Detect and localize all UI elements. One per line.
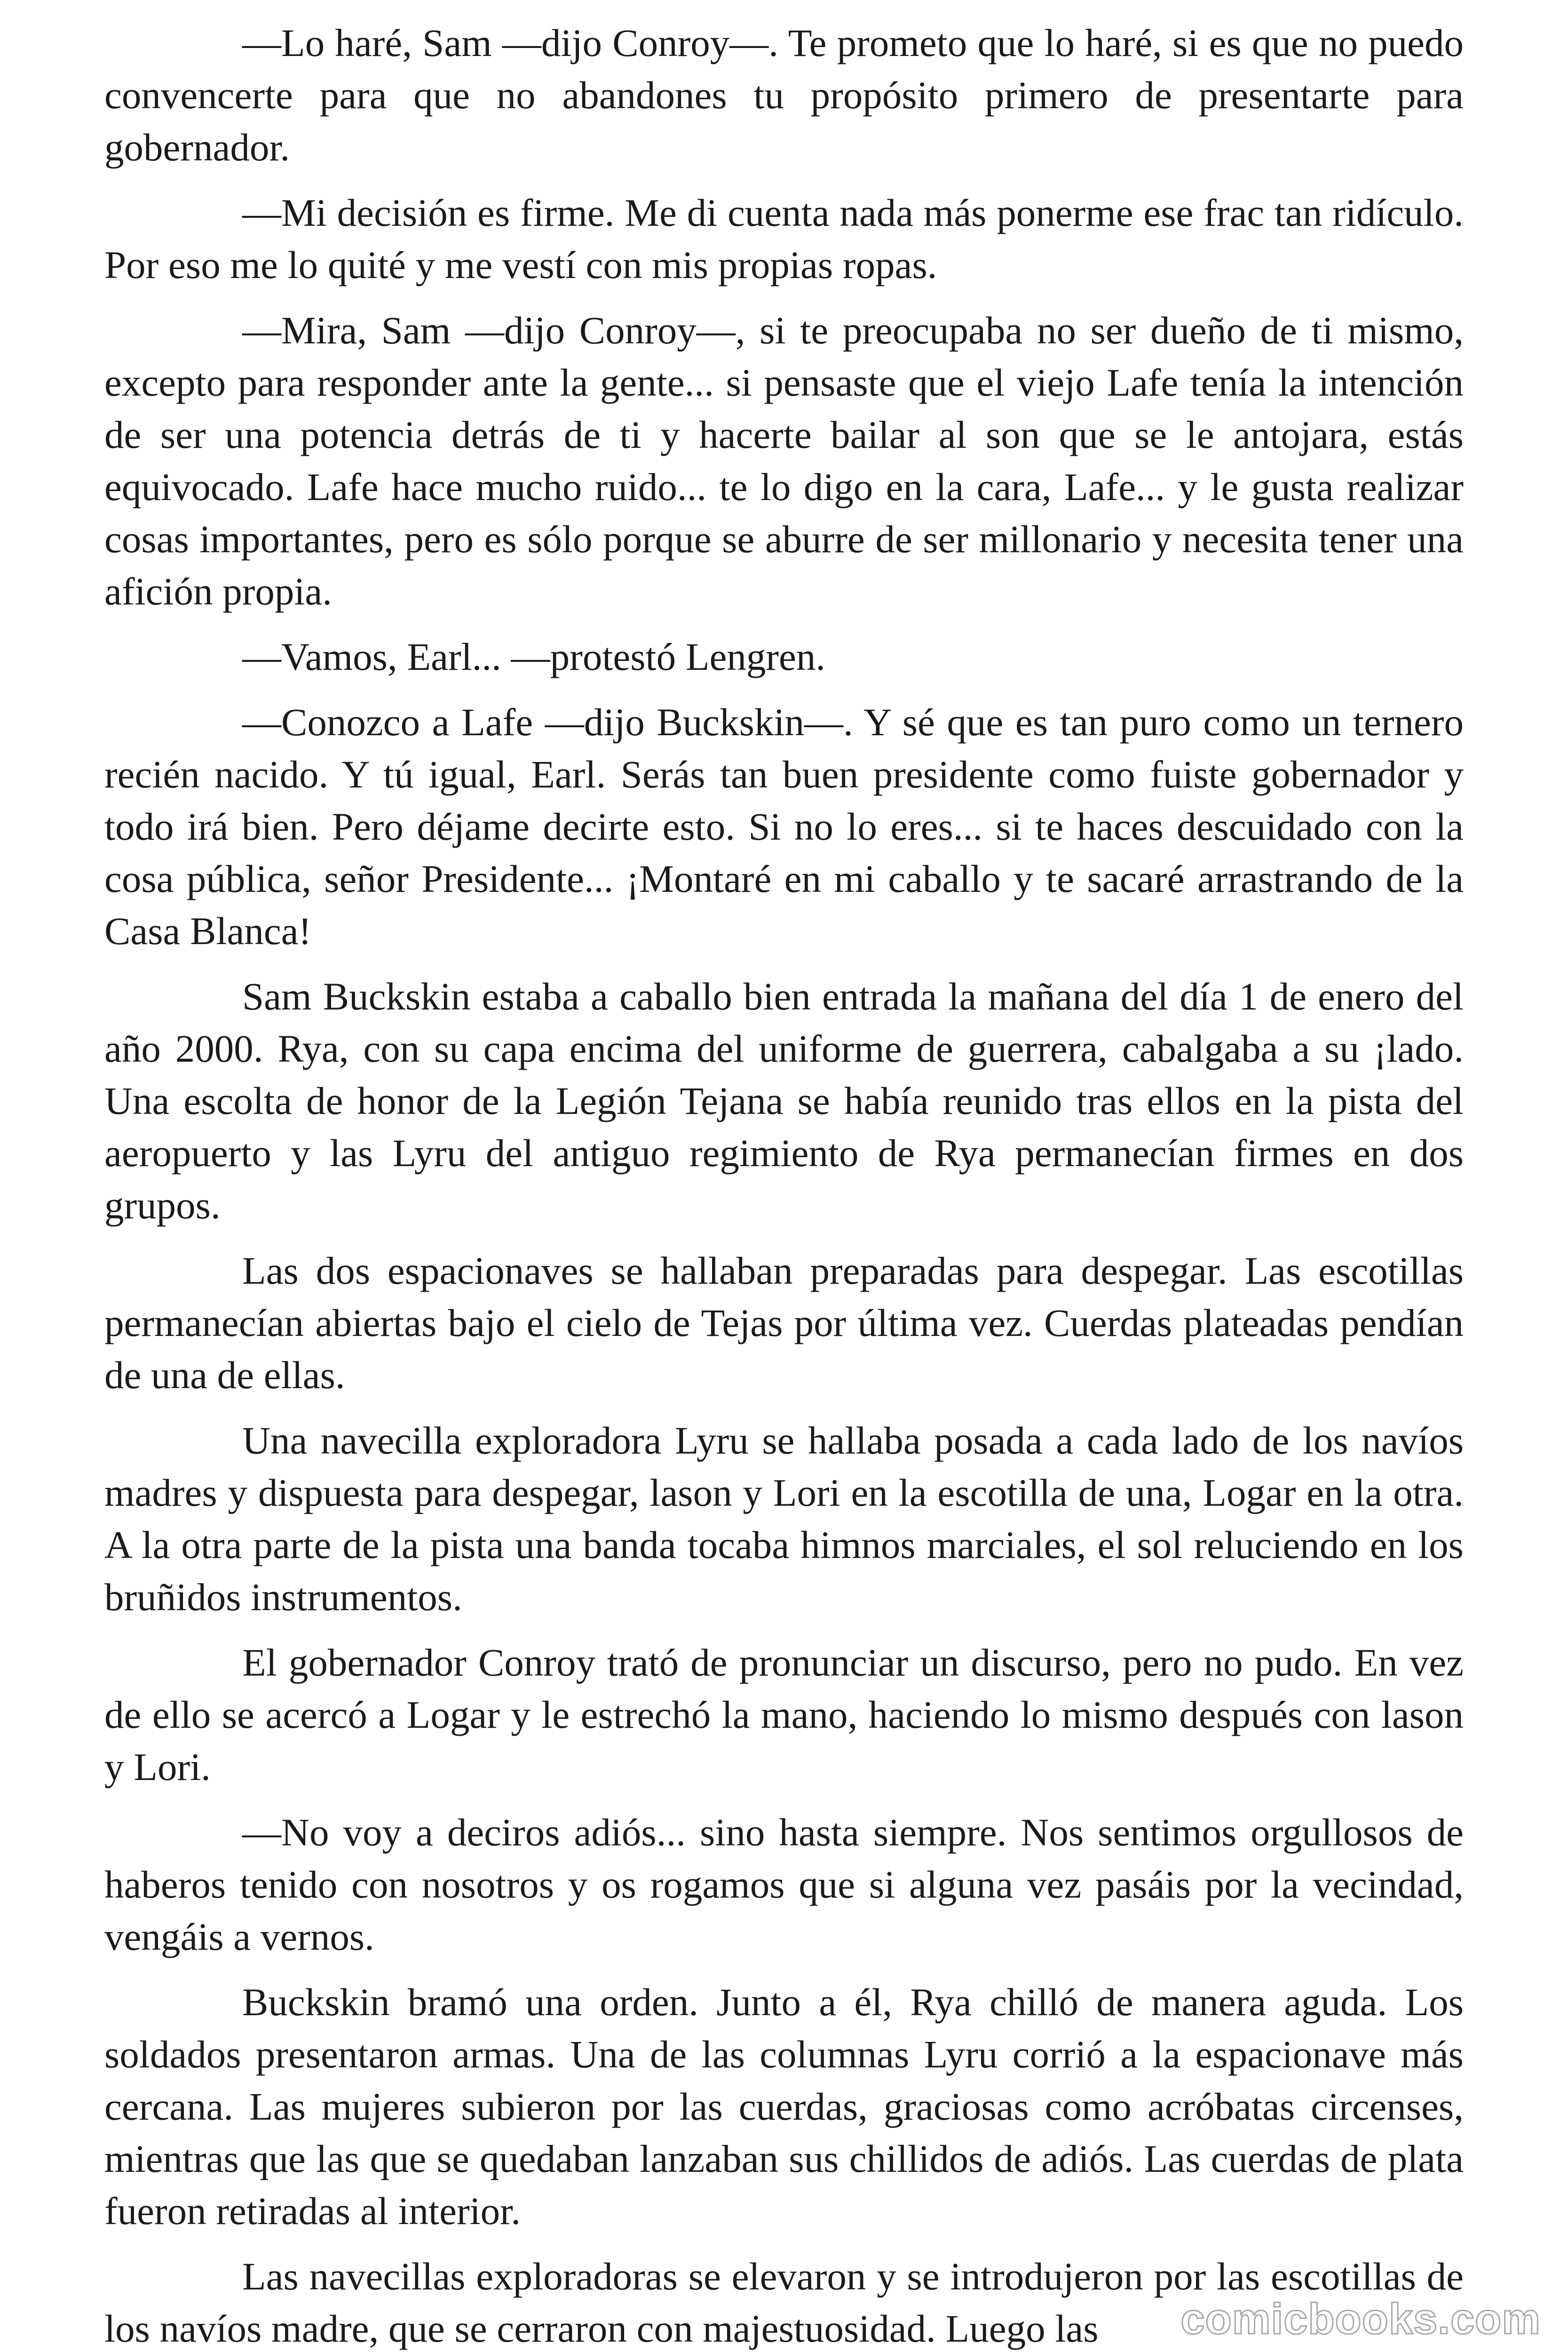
paragraph-5: —Conozco a Lafe —dijo Buckskin—. Y sé que es tan puro como un ternero recién nacido. Y tú igual, Earl. Serás tan buen presidente como fuiste gobernador y todo irá bien. Pero déjame decirte esto. Si no lo eres... si te haces descuidado con la cosa pública, señor Presidente... ¡Montaré en mi caballo y te sacaré arrastrando de la Casa Blanca! [104, 700, 1464, 953]
watermark: comicbooks.com [1180, 2295, 1541, 2343]
paragraph-6: Sam Buckskin estaba a caballo bien entrada la mañana del día 1 de enero del año 2000. Rya, con su capa encima del uniforme de guerrera, cabalgaba a su ¡lado. Una escolta de honor de la Legión Tejana se había reunido tras ellos en la pista del aeropuerto y las Lyru del antiguo regimiento de Rya permanecían firmes en dos grupos. [104, 975, 1464, 1227]
paragraph-1: —Lo haré, Sam —dijo Conroy—. Te prometo que lo haré, si es que no puedo convencerte para que no abandones tu propósito primero de presentarte para gobernador. [104, 21, 1464, 169]
paragraph-3: —Mira, Sam —dijo Conroy—, si te preocupaba no ser dueño de ti mismo, excepto para responder ante la gente... si pensaste que el viejo Lafe tenía la intención de ser una potencia detrás de ti y hacerte bailar al son que se le antojara, estás equivocado. Lafe hace mucho ruido... te lo digo en la cara, Lafe... y le gusta realizar cosas importantes, pero es sólo porque se aburre de ser millonario y necesita tener una afición propia. [104, 309, 1464, 613]
paragraph-4: —Vamos, Earl... —protestó Lengren. [242, 635, 826, 678]
paragraph-9: El gobernador Conroy trató de pronunciar un discurso, pero no pudo. En vez de ello se acercó a Logar y le estrechó la mano, haciendo lo mismo después con lason y Lori. [104, 1641, 1464, 1788]
paragraph-7: Las dos espacionaves se hallaban preparadas para despegar. Las escotillas permanecían abiertas bajo el cielo de Tejas por última vez. Cuerdas plateadas pendían de una de ellas. [104, 1249, 1464, 1397]
paragraph-8: Una navecilla exploradora Lyru se hallaba posada a cada lado de los navíos madres y dispuesta para despegar, lason y Lori en la escotilla de una, Logar en la otra. A la otra parte de la pista una banda tocaba himnos marciales, el sol reluciendo en los bruñidos instrumentos. [104, 1419, 1464, 1619]
book-page [104, 17, 1464, 2352]
paragraph-2: —Mi decisión es firme. Me di cuenta nada más ponerme ese frac tan ridículo. Por eso me lo quité y me vestí con mis propias ropas. [104, 191, 1464, 286]
paragraph-10: —No voy a deciros adiós... sino hasta siempre. Nos sentimos orgullosos de haberos tenido con nosotros y os rogamos que si alguna vez pasáis por la vecindad, vengáis a vernos. [104, 1811, 1464, 1958]
paragraph-11: Buckskin bramó una orden. Junto a él, Rya chilló de manera aguda. Los soldados presentaron armas. Una de las columnas Lyru corrió a la espacionave más cercana. Las mujeres subieron por las cuerdas, graciosas como acróbatas circenses, mientras que las que se quedaban lanzaban sus chillidos de adiós. Las cuerdas de plata fueron retiradas al interior. [104, 1980, 1464, 2233]
paragraph-12: Las navecillas exploradoras se elevaron y se introdujeron por las escotillas de los navíos madre, que se cerraron con majestuosidad. Luego las [104, 2255, 1464, 2350]
